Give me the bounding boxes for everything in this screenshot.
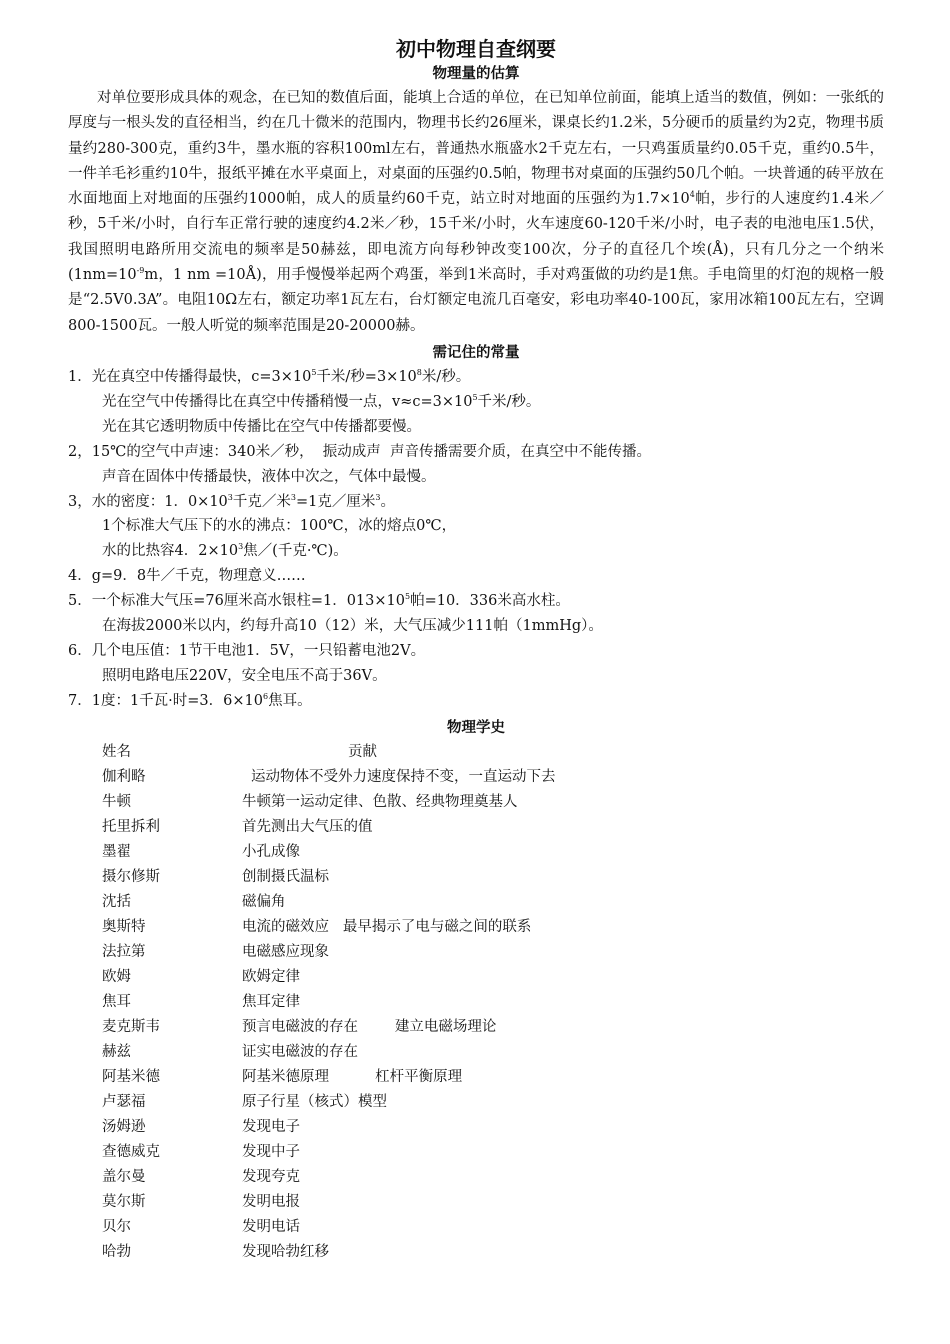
constant-line: 照明电路电压220V，安全电压不高于36V。: [102, 667, 387, 684]
line-text: 米/秒。: [421, 368, 471, 385]
line-text: 7．1度：1千瓦·时=3．6×10: [68, 692, 263, 709]
line-text: 。: [380, 493, 395, 510]
scientist-name: 奥斯特: [102, 918, 146, 935]
scientist-contribution: 电流的磁效应 最早揭示了电与磁之间的联系: [242, 918, 532, 935]
constant-line: 声音在固体中传播最快，液体中次之，气体中最慢。: [102, 468, 436, 485]
scientist-name: 哈勃: [102, 1243, 131, 1260]
scientist-contribution: 小孔成像: [242, 843, 300, 860]
history-row: [68, 915, 884, 940]
section-heading-constants: 需记住的常量: [432, 344, 520, 361]
scientist-contribution: 欧姆定律: [242, 968, 300, 985]
scientist-name: 卢瑟福: [102, 1093, 146, 1110]
scientist-name: 法拉第: [102, 943, 146, 960]
scientist-contribution: 阿基米德原理 杠杆平衡原理: [242, 1068, 463, 1085]
scientist-name: 摄尔修斯: [102, 868, 160, 885]
history-row: [68, 1240, 884, 1265]
scientist-contribution: 发明电报: [242, 1193, 300, 1210]
scientist-name: 查德威克: [102, 1143, 160, 1160]
constant-line: [68, 539, 884, 564]
constant-line: 6．几个电压值：1节干电池1．5V，一只铅蓄电池2V。: [68, 642, 426, 659]
history-row: [68, 1090, 884, 1115]
constant-line: [68, 365, 884, 390]
line-text: 焦／(千克·℃)。: [243, 543, 348, 560]
line-text: 水的比热容4．2×10: [102, 543, 239, 560]
scientist-contribution: 磁偏角: [242, 893, 286, 910]
superscript: 3: [238, 542, 244, 552]
header-contribution: 贡献: [348, 743, 377, 760]
scientist-name: 盖尔曼: [102, 1168, 146, 1185]
constant-line: [68, 490, 884, 515]
history-row: [68, 865, 884, 890]
scientist-contribution: 原子行星（核式）模型: [242, 1093, 387, 1110]
scientist-contribution: 创制摄氏温标: [242, 868, 329, 885]
line-text: 5．一个标准大气压=76厘米高水银柱=1．013×10: [68, 593, 405, 610]
superscript: 5: [472, 393, 478, 403]
paragraph-text: 帕，步行的人速度约1.4米／秒，5千米/小时，自行车正常行驶的速度约4.2米／秒，15千米/小时，火车速度60-120千米/小时，电子表的电池电压1.5伏，我国照明电路所用交流电的频率是50赫兹，即电流方向每秒钟改变100次，分子的直径几个埃(Å)，只有几分之一个纳米(1nm=10: [68, 191, 885, 284]
header-name: 姓名: [102, 743, 131, 760]
line-text: 光在空气中传播得比在真空中传播稍慢一点，v≈c=3×10: [102, 393, 473, 410]
superscript: 5: [311, 368, 317, 378]
history-row: [68, 815, 884, 840]
constant-line: [68, 689, 884, 714]
scientist-contribution: 牛顿第一运动定律、色散、经典物理奠基人: [242, 793, 518, 810]
history-row: [68, 890, 884, 915]
scientist-name: 赫兹: [102, 1043, 131, 1060]
scientist-name: 汤姆逊: [102, 1118, 146, 1135]
history-row: [68, 1040, 884, 1065]
constant-line: [68, 589, 884, 614]
constant-line: 在海拔2000米以内，约每升高10（12）米，大气压减少111帕（1mmHg）。: [102, 618, 603, 635]
line-text: 3，水的密度：1．0×10: [68, 493, 228, 510]
history-table: [68, 740, 884, 1265]
scientist-contribution: 发现哈勃红移: [242, 1243, 329, 1260]
history-row: [68, 1215, 884, 1240]
line-text: 千克／米: [232, 493, 291, 510]
scientist-name: 欧姆: [102, 968, 131, 985]
scientist-name: 莫尔斯: [102, 1193, 146, 1210]
history-row: [68, 1190, 884, 1215]
history-row: [68, 1065, 884, 1090]
document-title: 初中物理自查纲要: [396, 37, 556, 61]
constant-line: 1个标准大气压下的水的沸点：100℃，冰的熔点0℃，: [102, 518, 457, 535]
history-row: [68, 790, 884, 815]
superscript: 8: [416, 368, 422, 378]
scientist-contribution: 证实电磁波的存在: [242, 1043, 358, 1060]
scientist-contribution: 焦耳定律: [242, 993, 300, 1010]
history-row: [68, 1140, 884, 1165]
history-header-row: [68, 740, 884, 765]
history-row: [68, 965, 884, 990]
superscript: -9: [136, 266, 145, 276]
line-text: 千米/秒。: [477, 393, 541, 410]
line-text: 千米/秒=3×10: [316, 368, 417, 385]
line-text: 焦耳。: [268, 692, 312, 709]
history-row: [68, 990, 884, 1015]
scientist-name: 沈括: [102, 893, 131, 910]
history-row: [68, 1165, 884, 1190]
scientist-name: 牛顿: [102, 793, 131, 810]
superscript: 4: [689, 190, 695, 200]
scientist-contribution: 发明电话: [242, 1218, 300, 1235]
scientist-contribution: 发现电子: [242, 1118, 300, 1135]
paragraph-text: 对单位要形成具体的观念，在已知的数值后面，能填上合适的单位，在已知单位前面，能填上适当的数值，例如：一张纸的厚度与一根头发的直径相当，约在几十微米的范围内，物理书长约26厘米，课桌长约1.2米，5分硬币的质量约为2克，物理书质量约280-300克，重约3牛，墨水瓶的容积100ml左右，普通热水瓶盛水2千克左右，一只鸡蛋质量约0.05千克，重约0.5牛，一件羊毛衫重约10牛，报纸平摊在水平桌面上，对桌面的压强约0.5帕，物理书对桌面的压强约50几个帕。一块普通的砖平放在水面地面上对地面的压强约1000帕，成人的质量约60千克，站立时对地面的压强约为1.7×10: [68, 90, 884, 208]
history-row: [68, 840, 884, 865]
history-row: [68, 765, 884, 790]
superscript: 6: [263, 691, 269, 701]
scientist-name: 托里拆利: [102, 818, 160, 835]
constant-line: 4．g=9．8牛／千克，物理意义……: [68, 568, 306, 585]
constants-list: [68, 365, 884, 714]
scientist-name: 伽利略: [102, 768, 146, 785]
scientist-name: 焦耳: [102, 993, 131, 1010]
superscript: 3: [227, 492, 233, 502]
constant-line: [68, 390, 884, 415]
scientist-contribution: 首先测出大气压的值: [242, 818, 373, 835]
scientist-contribution: 运动物体不受外力速度保持不变，一直运动下去: [251, 768, 556, 785]
constant-line: 光在其它透明物质中传播比在空气中传播都要慢。: [102, 418, 421, 435]
section-heading-estimation: 物理量的估算: [432, 66, 520, 82]
line-text: 帕=10．336米高水柱。: [410, 593, 570, 610]
scientist-name: 墨翟: [102, 843, 131, 860]
scientist-name: 阿基米德: [102, 1068, 160, 1085]
superscript: 5: [404, 592, 411, 602]
superscript: 3: [290, 492, 296, 502]
paragraph-text: m，1 nm =10Å)，用手慢慢举起两个鸡蛋，举到1米高时，手对鸡蛋做的功约是1焦。手电筒里的灯泡的规格一般是“2.5V0.3A”。电阻10Ω左右，额定功率1瓦左右，台灯额定电流几百毫安，彩电功率40-100瓦，家用冰箱100瓦左右，空调800-1500瓦。一般人听觉的频率范围是20-20000赫。: [68, 267, 884, 334]
section-heading-history: 物理学史: [447, 719, 505, 736]
scientist-name: 麦克斯韦: [102, 1018, 160, 1035]
scientist-contribution: 发现夸克: [242, 1168, 300, 1185]
scientist-contribution: 电磁感应现象: [242, 943, 329, 960]
superscript: 3: [375, 492, 381, 502]
estimation-paragraph: [68, 86, 884, 339]
history-row: [68, 1115, 884, 1140]
scientist-name: 贝尔: [102, 1218, 131, 1235]
constant-line: 2，15℃的空气中声速：340米／秒， 振动成声 声音传播需要介质，在真空中不能传播。: [68, 443, 652, 460]
scientist-contribution: 发现中子: [242, 1143, 300, 1160]
history-row: [68, 1015, 884, 1040]
history-row: [68, 940, 884, 965]
line-text: 1．光在真空中传播得最快，c=3×10: [68, 368, 312, 385]
scientist-contribution: 预言电磁波的存在 建立电磁场理论: [242, 1018, 497, 1035]
line-text: =1克／厘米: [295, 493, 376, 510]
